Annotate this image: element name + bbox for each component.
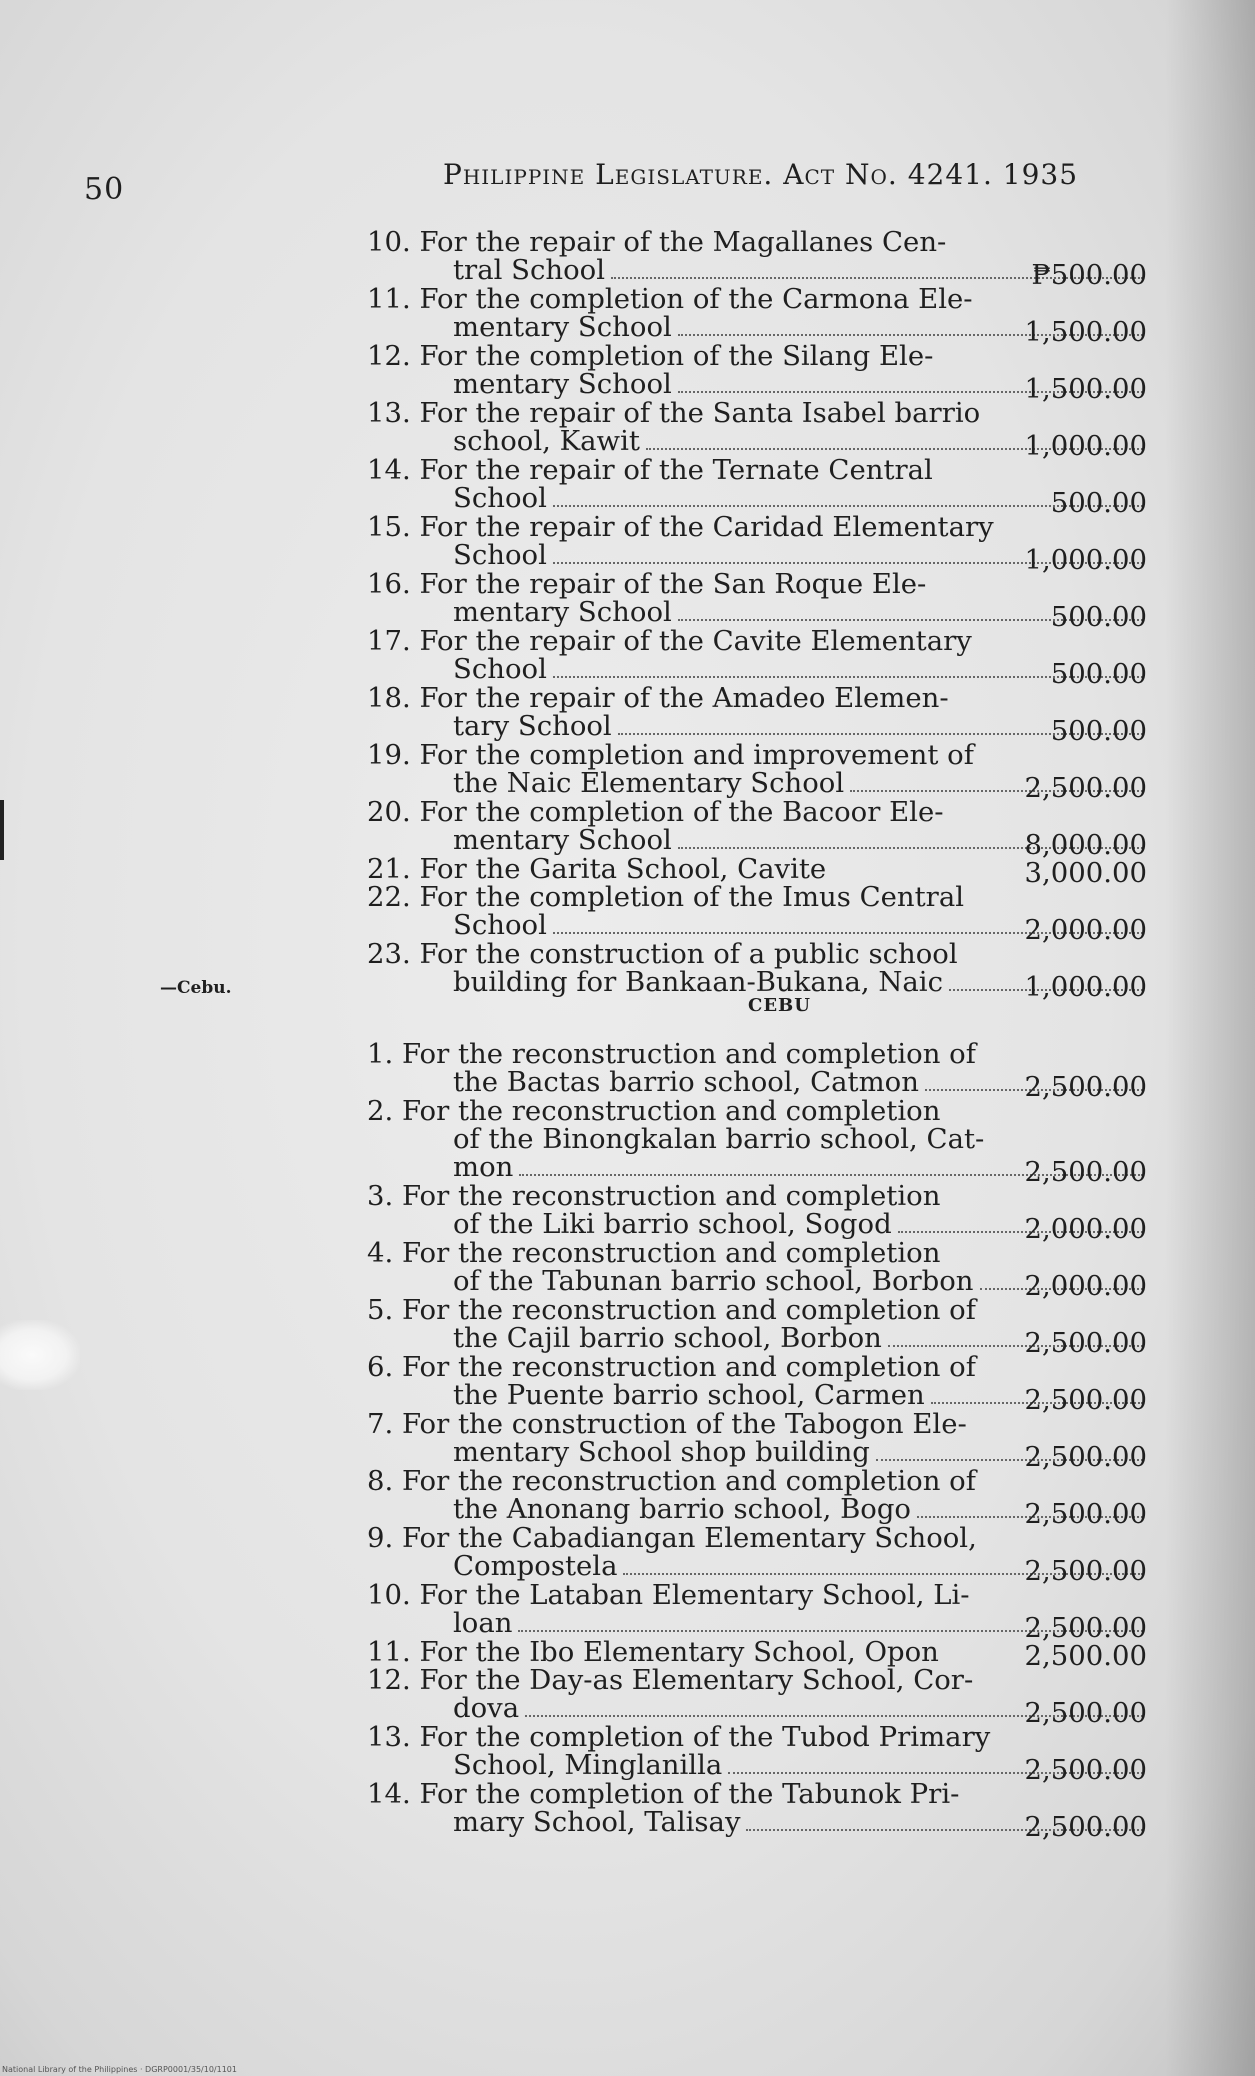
item-text: 17. For the repair of the Cavite Elementary (367, 625, 972, 657)
paper-blot (0, 1320, 80, 1390)
item-text: 11. For the completion of the Carmona Ele- (367, 283, 973, 315)
item-text: dova (453, 1692, 520, 1724)
item-amount: 2,500.00 (1024, 1071, 1147, 1103)
item-text: mon (453, 1151, 514, 1183)
item-text: mentary School (453, 596, 672, 628)
item-text: Compostela (453, 1550, 618, 1582)
item-text: 15. For the repair of the Caridad Elementary (367, 511, 994, 543)
item-text: mary School, Talisay (453, 1806, 741, 1838)
item-text: 13. For the completion of the Tubod Primary (367, 1721, 991, 1753)
item-amount: 2,500.00 (1024, 772, 1147, 804)
appropriation-item (367, 1579, 1147, 1644)
appropriation-item (367, 1180, 1147, 1245)
item-amount: 2,500.00 (1024, 1640, 1147, 1672)
page-edge-shadow (1165, 0, 1255, 2076)
item-amount: 2,500.00 (1024, 1327, 1147, 1359)
item-text: 5. For the reconstruction and completion of (367, 1294, 976, 1326)
item-amount: 2,500.00 (1024, 1156, 1147, 1188)
scan-footer: National Library of the Philippines · DGRP0001/35/10/1101 (2, 2065, 237, 2074)
appropriation-item (367, 881, 1147, 946)
item-text: 13. For the repair of the Santa Isabel barrio (367, 397, 981, 429)
item-amount: 2,500.00 (1024, 1441, 1147, 1473)
item-text: 3. For the reconstruction and completion (367, 1180, 941, 1212)
appropriation-item (367, 1778, 1147, 1843)
appropriation-item (367, 1095, 1147, 1188)
item-text: 1. For the reconstruction and completion of (367, 1038, 976, 1070)
appropriation-item (367, 1636, 1147, 1672)
appropriation-item (367, 1522, 1147, 1587)
item-amount: 1,000.00 (1024, 544, 1147, 576)
item-continuation (367, 484, 1147, 513)
item-amount: 2,500.00 (1024, 1498, 1147, 1530)
item-text: School, Minglanilla (453, 1749, 723, 1781)
item-amount: 1,500.00 (1024, 373, 1147, 405)
item-text: School (453, 482, 547, 514)
item-text: 2. For the reconstruction and completion (367, 1095, 941, 1127)
item-text: loan (453, 1607, 513, 1639)
item-text: 10. For the repair of the Magallanes Cen- (367, 226, 947, 258)
appropriation-item (367, 1664, 1147, 1729)
item-amount: 2,500.00 (1024, 1555, 1147, 1587)
item-text: the Bactas barrio school, Catmon (453, 1066, 919, 1098)
item-text: 19. For the completion and improvement of (367, 739, 974, 771)
item-text: 11. For the Ibo Elementary School, Opon (367, 1636, 939, 1668)
margin-note: —Cebu. (160, 978, 232, 998)
running-head: Philippine Legislature. Act No. 4241. 1935 (443, 158, 1079, 191)
item-text: 16. For the repair of the San Roque Ele- (367, 568, 927, 600)
item-text: the Anonang barrio school, Bogo (453, 1493, 911, 1525)
item-text: 10. For the Lataban Elementary School, Li- (367, 1579, 970, 1611)
appropriation-item (367, 853, 1147, 889)
item-text: of the Liki barrio school, Sogod (453, 1208, 892, 1240)
appropriation-item (367, 1237, 1147, 1302)
appropriation-item (367, 397, 1147, 462)
appropriation-item (367, 739, 1147, 804)
item-amount: 2,000.00 (1024, 1270, 1147, 1302)
item-amount: 500.00 (1050, 715, 1147, 747)
appropriation-item (367, 1408, 1147, 1473)
item-text: 7. For the construction of the Tabogon Ele- (367, 1408, 967, 1440)
appropriation-item (367, 226, 1147, 291)
page-number: 50 (84, 172, 125, 207)
item-amount: 2,500.00 (1024, 1811, 1147, 1843)
item-text: school, Kawit (453, 425, 640, 457)
item-amount: 2,500.00 (1024, 1612, 1147, 1644)
appropriation-item (367, 796, 1147, 861)
binding-mark (0, 800, 4, 860)
cebu-appropriations-list (367, 1038, 1147, 1843)
item-text: 6. For the reconstruction and completion of (367, 1351, 976, 1383)
item-text: mentary School (453, 824, 672, 856)
item-text: mentary School (453, 368, 672, 400)
appropriation-item (367, 682, 1147, 747)
item-text: the Naic Elementary School (453, 767, 845, 799)
appropriation-item (367, 568, 1147, 633)
appropriation-item (367, 1721, 1147, 1786)
item-continuation (367, 598, 1147, 627)
item-text: 22. For the completion of the Imus Central (367, 881, 965, 913)
item-amount: 8,000.00 (1024, 829, 1147, 861)
item-text: 8. For the reconstruction and completion of (367, 1465, 976, 1497)
item-amount: 3,000.00 (1024, 857, 1147, 889)
item-amount: 500.00 (1050, 487, 1147, 519)
item-amount: 2,500.00 (1024, 1384, 1147, 1416)
item-text: of the Tabunan barrio school, Borbon (453, 1265, 974, 1297)
appropriation-item (367, 511, 1147, 576)
item-text: School (453, 909, 547, 941)
item-text: tral School (453, 254, 605, 286)
item-amount: 2,500.00 (1024, 1697, 1147, 1729)
item-text: the Cajil barrio school, Borbon (453, 1322, 882, 1354)
item-text: 21. For the Garita School, Cavite (367, 853, 827, 885)
appropriation-item (367, 1294, 1147, 1359)
item-continuation (367, 655, 1147, 684)
item-continuation (367, 1125, 1147, 1153)
item-text: tary School (453, 710, 612, 742)
cavite-appropriations-list (367, 226, 1147, 1003)
item-amount: 2,500.00 (1024, 1754, 1147, 1786)
item-amount: 1,500.00 (1024, 316, 1147, 348)
item-text: 14. For the repair of the Ternate Central (367, 454, 933, 486)
appropriation-item (367, 283, 1147, 348)
appropriation-item (367, 938, 1147, 1003)
item-text: mentary School (453, 311, 672, 343)
appropriation-item (367, 1351, 1147, 1416)
item-amount: 2,000.00 (1024, 914, 1147, 946)
item-text: the Puente barrio school, Carmen (453, 1379, 925, 1411)
item-text: 20. For the completion of the Bacoor Ele- (367, 796, 944, 828)
item-text: of the Binongkalan barrio school, Cat- (453, 1123, 985, 1155)
item-amount: 2,000.00 (1024, 1213, 1147, 1245)
item-continuation (367, 256, 1147, 285)
appropriation-item (367, 1465, 1147, 1530)
appropriation-item (367, 454, 1147, 519)
item-text: 23. For the construction of a public school (367, 938, 958, 970)
appropriation-item (367, 340, 1147, 405)
appropriation-item (367, 625, 1147, 690)
appropriation-item (367, 1038, 1147, 1103)
item-text: 18. For the repair of the Amadeo Elemen- (367, 682, 949, 714)
item-amount: 500.00 (1050, 601, 1147, 633)
item-text: mentary School shop building (453, 1436, 870, 1468)
item-text: 4. For the reconstruction and completion (367, 1237, 941, 1269)
item-text: 12. For the Day-as Elementary School, Cor- (367, 1664, 974, 1696)
item-text: 9. For the Cabadiangan Elementary School, (367, 1522, 977, 1554)
item-amount: 500.00 (1050, 658, 1147, 690)
item-text: 12. For the completion of the Silang Ele- (367, 340, 934, 372)
item-continuation (367, 712, 1147, 741)
item-amount: 1,000.00 (1024, 430, 1147, 462)
item-text: building for Bankaan-Bukana, Naic (453, 966, 943, 998)
item-text: 14. For the completion of the Tabunok Pri- (367, 1778, 960, 1810)
item-text: School (453, 653, 547, 685)
item-amount: ₱500.00 (1031, 259, 1147, 291)
item-amount: 1,000.00 (1024, 971, 1147, 1003)
section-heading-cebu: CEBU (748, 995, 811, 1016)
item-text: School (453, 539, 547, 571)
